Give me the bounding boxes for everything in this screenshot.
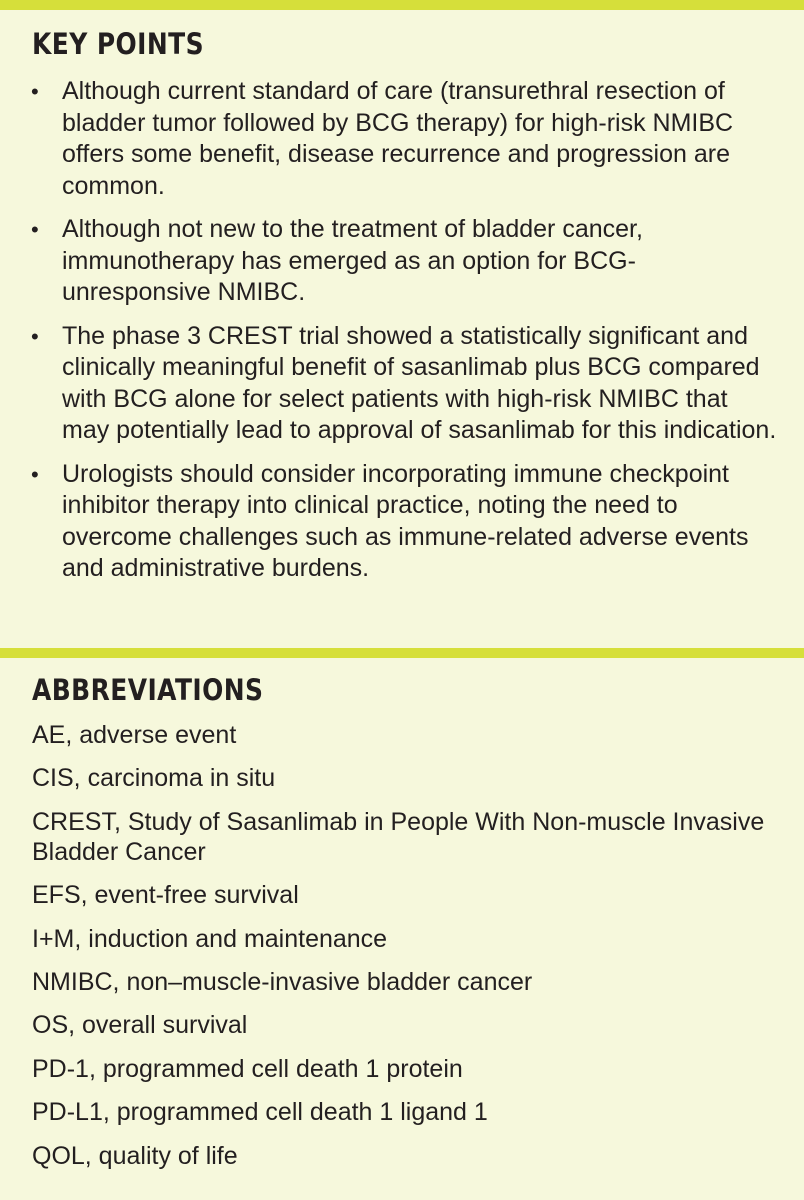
abbreviation-item: CREST, Study of Sasanlimab in People With Non-muscle Invasive Bladder Cancer xyxy=(32,807,765,866)
key-points-heading: KEY POINTS xyxy=(32,27,205,61)
key-point-text: The phase 3 CREST trial showed a statistically significant and clinically meaningful benefit of sasanlimab plus BCG compared with BCG alone for select patients with high-risk NMIBC that may potentially lead to approval of sasanlimab for this indication. xyxy=(62,321,777,444)
abbreviations-heading: ABBREVIATIONS xyxy=(32,673,264,707)
bullet-icon: • xyxy=(31,79,39,104)
key-point-item xyxy=(0,214,804,309)
abbreviation-item: QOL, quality of life xyxy=(32,1141,238,1170)
abbreviation-item: AE, adverse event xyxy=(32,721,237,749)
bullet-icon: • xyxy=(31,461,39,487)
key-point-text: Urologists should consider incorporating immune checkpoint inhibitor therapy into clinical practice, noting the need to overcome challenges such as immune-related adverse events and administrative burdens. xyxy=(62,459,749,582)
key-points-list xyxy=(0,76,804,597)
abbreviation-item: EFS, event-free survival xyxy=(32,881,299,910)
key-point-item xyxy=(0,459,804,585)
key-point-text: Although not new to the treatment of bladder cancer, immunotherapy has emerged as an option for BCG-unresponsive NMIBC. xyxy=(62,215,643,306)
bullet-icon: • xyxy=(31,323,39,349)
top-accent-rule xyxy=(0,0,804,10)
bullet-icon: • xyxy=(31,217,39,242)
key-point-item xyxy=(0,321,804,447)
abbreviation-item: I+M, induction and maintenance xyxy=(32,924,388,953)
abbreviation-item: PD-L1, programmed cell death 1 ligand 1 xyxy=(32,1098,488,1127)
abbreviation-item: PD-1, programmed cell death 1 protein xyxy=(32,1054,463,1083)
abbreviation-item: OS, overall survival xyxy=(32,1011,248,1040)
key-point-item xyxy=(0,76,804,202)
abbreviation-item: NMIBC, non–muscle-invasive bladder cancer xyxy=(32,967,533,996)
section-divider-rule xyxy=(0,648,804,658)
abbreviation-item: CIS, carcinoma in situ xyxy=(32,764,276,793)
key-point-text: Although current standard of care (transurethral resection of bladder tumor followed by BCG therapy) for high-risk NMIBC offers some benefit, disease recurrence and progression are common. xyxy=(62,77,734,200)
abbreviations-list xyxy=(32,720,792,1184)
